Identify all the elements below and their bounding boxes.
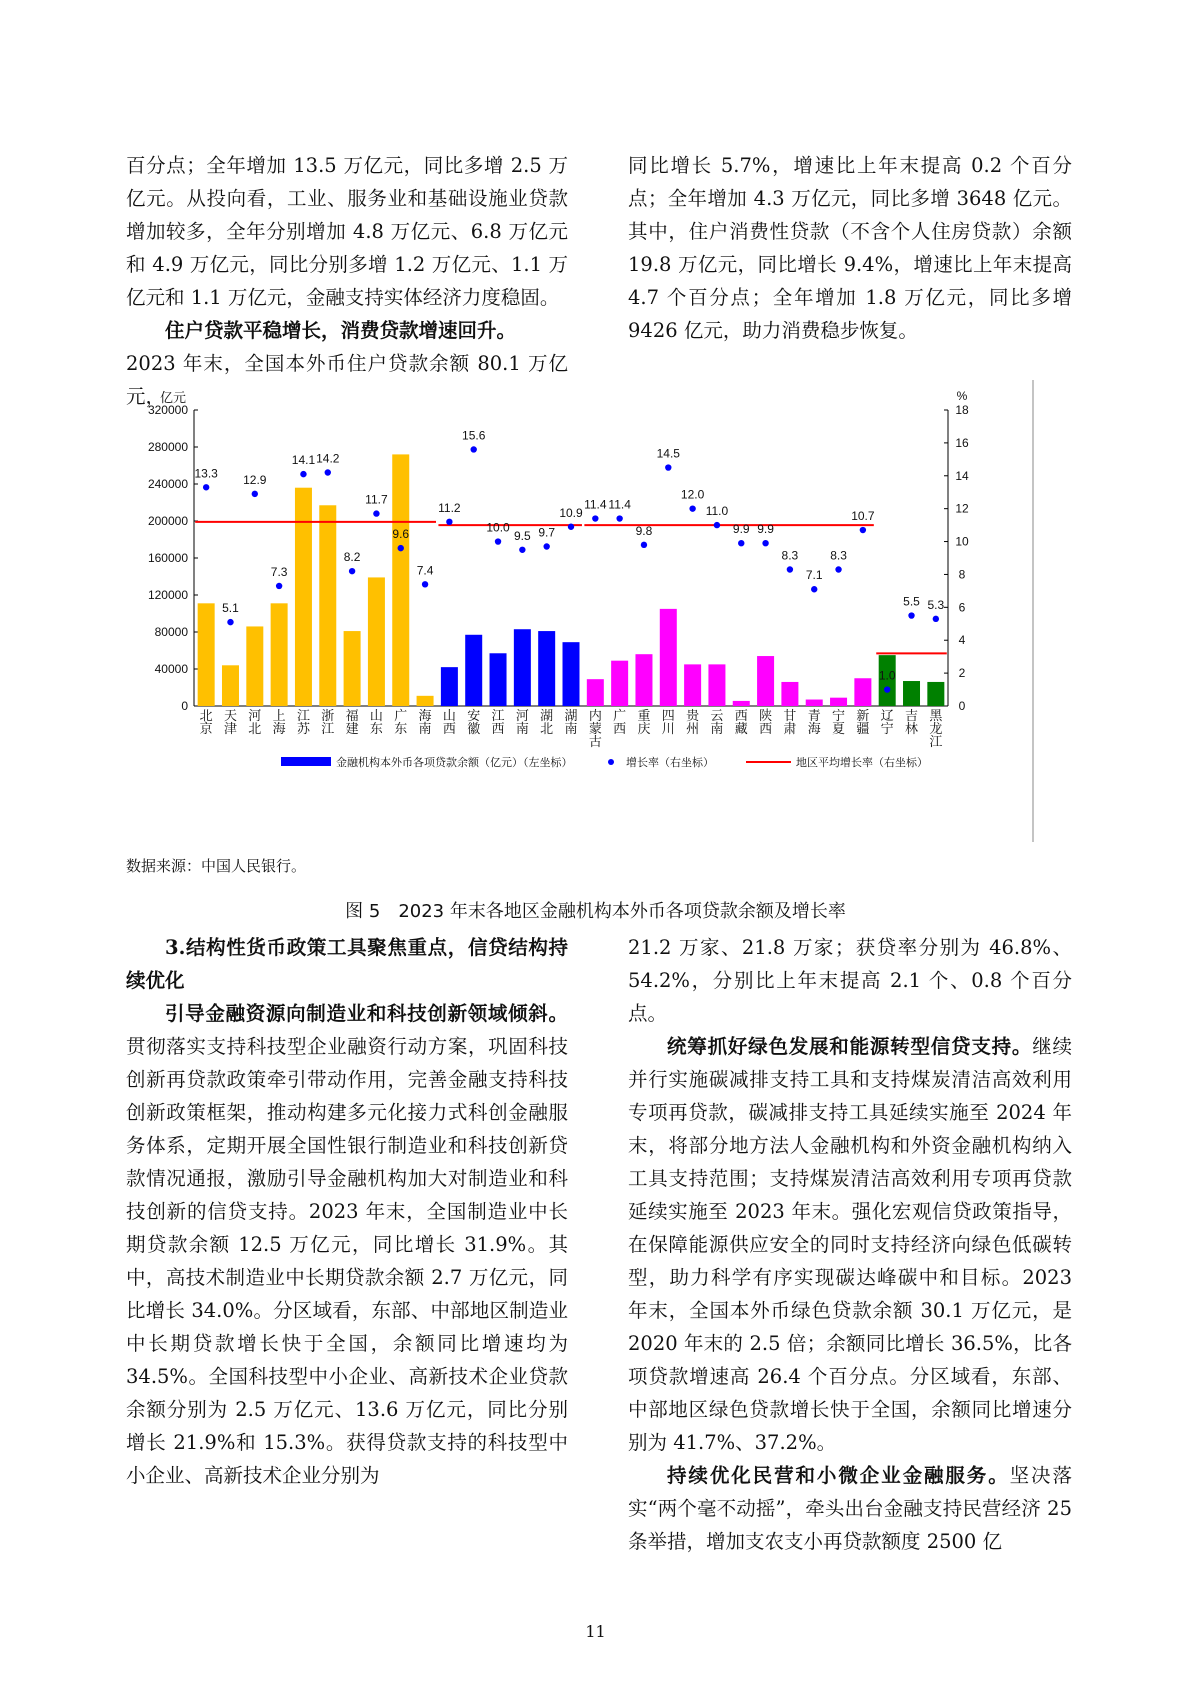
right-tick-label: 12	[955, 501, 969, 516]
page-number: 11	[585, 1622, 606, 1641]
category-label: 重庆	[637, 709, 651, 737]
paragraph	[628, 1030, 1072, 1459]
paragraph	[628, 1459, 1072, 1558]
category-label: 西藏	[734, 709, 748, 737]
growth-label-9: 9.6	[392, 527, 410, 542]
category-label: 吉林	[905, 709, 919, 737]
left-axis-unit: 亿元	[159, 391, 186, 406]
category-label: 辽宁	[880, 709, 894, 737]
growth-point-15	[543, 543, 549, 549]
category-label: 内蒙古	[588, 709, 602, 750]
category-label: 山东	[369, 709, 383, 737]
growth-point-8	[373, 510, 379, 516]
growth-point-1	[203, 484, 209, 490]
growth-point-23	[738, 540, 744, 546]
growth-label-21: 12.0	[680, 487, 705, 502]
growth-point-10	[422, 581, 428, 587]
growth-label-12: 15.6	[462, 428, 486, 443]
growth-point-3	[252, 491, 258, 497]
growth-point-13	[495, 538, 501, 544]
growth-point-6	[325, 469, 331, 475]
growth-point-30	[908, 612, 914, 618]
growth-label-14: 9.5	[514, 528, 531, 543]
right-tick-label: 16	[955, 435, 969, 450]
growth-point-17	[592, 515, 598, 521]
growth-point-9	[398, 545, 404, 551]
left-tick-label: 40000	[154, 662, 188, 676]
growth-point-5	[300, 471, 306, 477]
chart	[126, 389, 1076, 842]
category-label: 甘肃	[783, 709, 797, 737]
category-label: 湖北	[540, 709, 554, 737]
category-label: 浙江	[321, 709, 335, 737]
growth-label-3: 12.9	[243, 472, 267, 487]
growth-point-27	[835, 566, 841, 572]
bar-12	[465, 635, 482, 706]
right-tick-label: 2	[958, 666, 966, 681]
right-column-bottom	[628, 931, 1072, 1558]
right-tick-label: 10	[955, 534, 969, 549]
growth-point-28	[860, 527, 866, 533]
category-label: 山西	[442, 709, 456, 737]
bar-11	[441, 667, 458, 706]
right-tick-label: 4	[958, 633, 966, 648]
right-tick-label: 8	[958, 567, 966, 582]
growth-point-18	[616, 515, 622, 521]
bar-17	[587, 679, 604, 706]
right-tick-label: 6	[958, 600, 966, 615]
growth-point-19	[641, 542, 647, 548]
growth-point-11	[446, 519, 452, 525]
category-label: 宁夏	[832, 709, 846, 737]
bar-18	[611, 661, 628, 706]
growth-point-2	[227, 619, 233, 625]
left-column-bottom	[126, 931, 568, 1492]
growth-label-6: 14.2	[316, 451, 340, 466]
left-tick-label: 240000	[147, 477, 188, 491]
growth-label-31: 5.3	[927, 597, 945, 612]
bar-19	[635, 654, 652, 706]
legend-label-bars: 金融机构本外币各项贷款余额（亿元）（左坐标）	[336, 756, 573, 769]
bar-3	[246, 626, 263, 706]
bar-15	[538, 631, 555, 706]
chart-svg	[126, 389, 1076, 842]
category-label: 河南	[515, 709, 529, 737]
bar-16	[563, 642, 580, 706]
paragraph-body: 坚决落实“两个毫不动摇”，牵头出台金融支持民营经济 25 条举措，增加支农支小再贷款额度 2500 亿	[628, 1464, 1072, 1553]
growth-point-14	[519, 547, 525, 553]
growth-label-23: 9.9	[732, 522, 750, 537]
growth-label-28: 10.7	[851, 509, 875, 524]
bar-31	[927, 682, 944, 706]
left-tick-label: 0	[181, 699, 188, 713]
category-label: 安徽	[467, 709, 481, 737]
growth-point-29	[884, 686, 890, 692]
bar-8	[368, 577, 385, 706]
growth-point-31	[933, 616, 939, 622]
bar-2	[222, 665, 239, 706]
bar-20	[660, 609, 677, 706]
growth-label-29: 1.0	[878, 668, 896, 683]
growth-point-4	[276, 583, 282, 589]
paragraph: 百分点；全年增加 13.5 万亿元，同比多增 2.5 万亿元。从投向看，工业、服务业和基础设施业贷款增加较多，全年分别增加 4.8 万亿元、6.8 万亿元和 4.9 万亿元，同比分别多增 1.2 万亿元、1.1 万亿元和 1.1 万亿元，金融支持实体经济力度稳固。	[126, 154, 568, 309]
bar-1	[198, 603, 215, 706]
growth-label-18: 11.4	[608, 497, 631, 512]
growth-label-25: 8.3	[781, 548, 799, 563]
bar-26	[806, 700, 823, 706]
paragraph-lead: 持续优化民营和小微企业金融服务。	[667, 1464, 1010, 1487]
left-tick-label: 280000	[147, 440, 188, 454]
category-label: 黑龙江	[929, 709, 943, 750]
category-label: 海南	[418, 709, 432, 737]
category-label: 新疆	[856, 709, 870, 737]
bar-4	[271, 603, 288, 706]
paragraph	[126, 314, 568, 347]
category-label: 天津	[223, 709, 237, 737]
growth-label-20: 14.5	[656, 446, 680, 461]
growth-label-1: 13.3	[194, 466, 218, 481]
growth-label-15: 9.7	[538, 525, 556, 540]
category-label: 贵州	[686, 709, 700, 737]
growth-label-5: 14.1	[291, 453, 316, 468]
bar-28	[854, 678, 871, 706]
bar-21	[684, 664, 701, 706]
growth-label-17: 11.4	[584, 497, 607, 512]
growth-label-2: 5.1	[222, 601, 239, 616]
right-axis-unit: %	[956, 389, 968, 403]
category-label: 陕西	[759, 709, 773, 737]
paragraph-lead: 统筹抓好绿色发展和能源转型信贷支持。	[667, 1035, 1033, 1058]
bar-10	[417, 696, 434, 706]
growth-point-16	[568, 524, 574, 530]
legend-label-growth: 增长率（右坐标）	[626, 756, 714, 769]
growth-label-11: 11.2	[438, 500, 461, 515]
bar-27	[830, 698, 847, 706]
left-tick-label: 320000	[147, 403, 188, 417]
growth-label-4: 7.3	[270, 564, 288, 579]
left-tick-label: 120000	[147, 588, 188, 602]
bar-30	[903, 681, 920, 706]
paragraph: 同比增长 5.7%，增速比上年末提高 0.2 个百分点；全年增加 4.3 万亿元，同比多增 3648 亿元。其中，住户消费性贷款（不含个人住房贷款）余额 19.8 万亿元，同比增长 9.4%，增速比上年末提高 4.7 个百分点；全年增加 1.8 万亿元，同比多增 9426 亿元，助力消费稳步恢复。	[628, 154, 1072, 342]
legend-bar-swatch	[281, 757, 331, 766]
paragraph-body: 贯彻落实支持科技型企业融资行动方案，巩固科技创新再贷款政策牵引带动作用，完善金融支持科技创新政策框架，推动构建多元化接力式科创金融服务体系，定期开展全国性银行制造业和科技创新贷款情况通报，激励引导金融机构加大对制造业和科技创新的信贷支持。2023 年末，全国制造业中长期贷款余额 12.5 万亿元，同比增长 31.9%。其中，高技术制造业中长期贷款余额 2.7 万亿元，同比增长 34.0%。分区域看，东部、中部地区制造业中长期贷款增长快于全国，余额同比增速均为 34.5%。全国科技型中小企业、高新技术企业贷款余额分别为 2.5 万亿元、13.6 万亿元，同比分别增长 21.9%和 15.3%。获得贷款支持的科技型中小企业、高新技术企业分别为	[126, 1035, 568, 1487]
paragraph-body: 继续并行实施碳减排支持工具和支持煤炭清洁高效利用专项再贷款，碳减排支持工具延续实施至 2024 年末，将部分地方法人金融机构和外资金融机构纳入工具支持范围；支持煤炭清洁高效利用专项再贷款延续实施至 2023 年末。强化宏观信贷政策指导，在保障能源供应安全的同时支持经济向绿色低碳转型，助力科学有序实现碳达峰碳中和目标。2023 年末，全国本外币绿色贷款余额 30.1 万亿元，是 2020 年末的 2.5 倍；余额同比增长 36.5%，比各项贷款增速高 26.4 个百分点。分区域看，东部、中部地区绿色贷款增长快于全国，余额同比增速分别为 41.7%、37.2%。	[628, 1035, 1072, 1454]
category-label: 广东	[394, 709, 408, 737]
category-label: 湖南	[564, 709, 578, 737]
bar-7	[344, 631, 361, 706]
right-column-top	[628, 149, 1072, 347]
growth-label-22: 11.0	[705, 504, 729, 519]
growth-point-21	[689, 505, 695, 511]
paragraph-lead: 住户贷款平稳增长，消费贷款增速回升。	[165, 319, 517, 342]
bar-25	[781, 682, 798, 706]
growth-label-19: 9.8	[635, 523, 653, 538]
growth-point-20	[665, 464, 671, 470]
paragraph: 21.2 万家、21.8 万家；获贷率分别为 46.8%、54.2%，分别比上年末提高 2.1 个、0.8 个百分点。	[628, 936, 1072, 1025]
bar-5	[295, 488, 312, 706]
growth-label-8: 11.7	[365, 492, 388, 507]
growth-point-22	[714, 522, 720, 528]
growth-point-26	[811, 586, 817, 592]
growth-point-24	[762, 540, 768, 546]
growth-point-12	[471, 446, 477, 452]
data-source: 数据来源：中国人民银行。	[126, 857, 307, 875]
category-label: 广西	[613, 709, 627, 737]
category-label: 福建	[345, 709, 359, 737]
growth-label-10: 7.4	[416, 563, 434, 578]
growth-label-7: 8.2	[343, 550, 361, 565]
growth-label-30: 5.5	[903, 594, 920, 609]
growth-label-16: 10.9	[559, 505, 583, 520]
left-tick-label: 80000	[154, 625, 188, 639]
bar-13	[490, 653, 507, 706]
right-tick-label: 18	[955, 403, 969, 417]
growth-point-7	[349, 568, 355, 574]
category-label: 青海	[807, 709, 821, 737]
bar-23	[733, 701, 750, 706]
growth-label-13: 10.0	[486, 520, 510, 535]
bar-9	[392, 454, 409, 706]
right-tick-label: 14	[955, 468, 969, 483]
category-label: 江苏	[296, 709, 310, 737]
category-label: 江西	[491, 709, 505, 737]
category-label: 云南	[710, 709, 724, 737]
right-tick-label: 0	[958, 699, 966, 713]
bar-24	[757, 656, 774, 706]
paragraph	[126, 997, 568, 1492]
growth-label-27: 8.3	[830, 548, 847, 563]
paragraph: 2023 年末，全国本外币住户贷款余额 80.1 万亿元，	[126, 352, 568, 408]
left-tick-label: 200000	[147, 514, 188, 528]
paragraph-lead: 引导金融资源向制造业和科技创新领域倾斜。	[165, 1002, 568, 1025]
legend-dot-swatch	[608, 759, 614, 765]
growth-label-24: 9.9	[757, 522, 774, 537]
category-label: 上海	[272, 709, 286, 737]
category-label: 河北	[248, 709, 262, 737]
section-heading: 3.结构性货币政策工具聚焦重点，信贷结构持续优化	[126, 936, 568, 992]
category-label: 北京	[199, 709, 213, 737]
figure-caption: 图 5 2023 年末各地区金融机构本外币各项贷款余额及增长率	[345, 901, 846, 922]
bar-14	[514, 629, 531, 706]
growth-point-25	[787, 566, 793, 572]
left-tick-label: 160000	[147, 551, 188, 565]
bar-6	[319, 505, 336, 706]
category-label: 四川	[661, 709, 675, 737]
bar-22	[708, 664, 725, 706]
left-column-top	[126, 149, 568, 413]
legend-label-average: 地区平均增长率（右坐标）	[796, 756, 928, 769]
growth-label-26: 7.1	[805, 568, 823, 583]
